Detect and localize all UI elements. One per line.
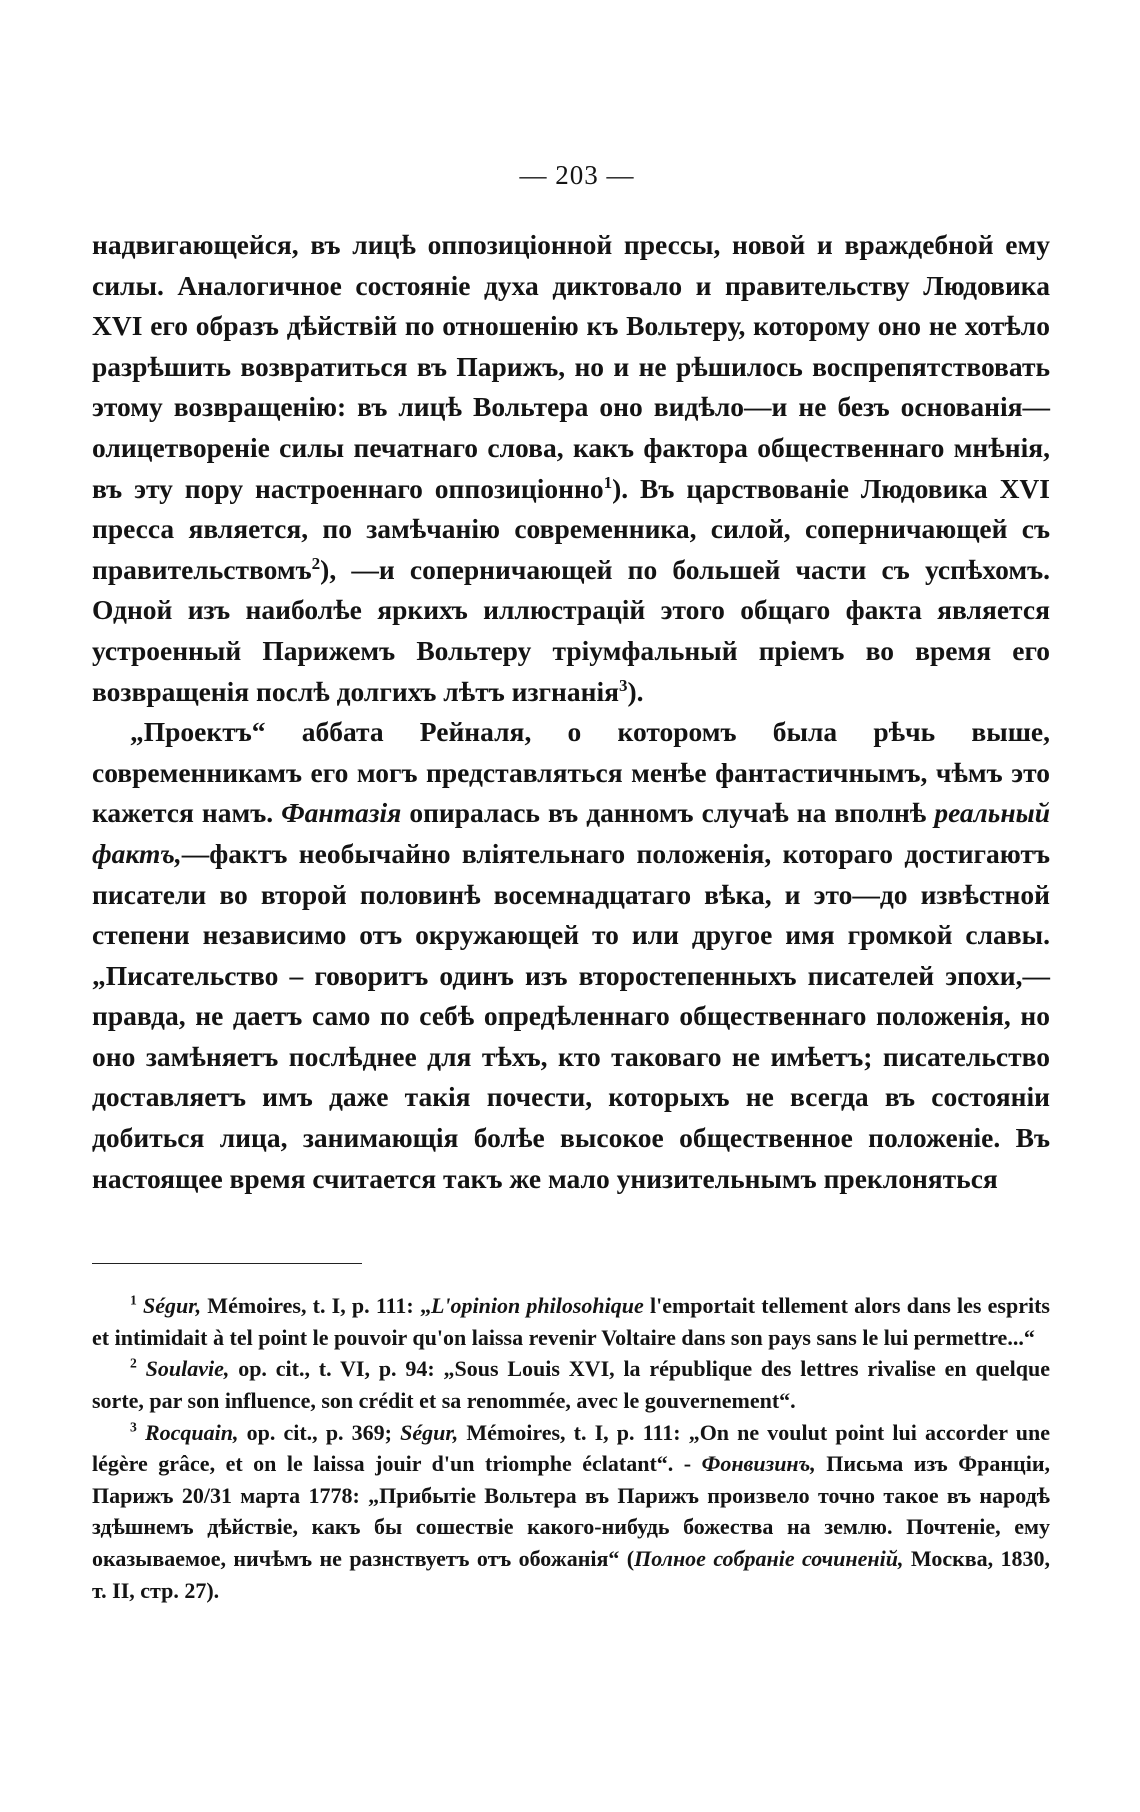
emphasis-fantasy: Фантазія [281, 797, 402, 829]
paragraph-1-text: ). [627, 675, 644, 707]
footnote-ref-2[interactable]: 2 [311, 553, 321, 573]
paragraph-2-text: „Проектъ“ аббата Рейналя, о которомъ была рѣчь выше, современникамъ его могъ представляться менѣе фантастичнымъ, чѣмъ это кажется намъ. [92, 716, 1050, 829]
body-text [92, 225, 1050, 1199]
footnote-2-author: Soulavie, [145, 1356, 230, 1382]
paragraph-1-text: ), —и соперничающей по большей части съ успѣхомъ. Одной изъ наиболѣе яркихъ иллюстрацій этого общаго факта является устроенный Парижемъ Вольтеру тріумфальный пріемъ во время его возвращенія послѣ долгихъ лѣтъ изгнанія [92, 553, 1050, 707]
footnote-1 [92, 1290, 1050, 1353]
footnote-2-text: op. cit., t. VI, p. 94: „Sous Louis XVI, la république des lettres rivalise en quelque sorte, par son influence, son crédit et sa renommée, avec le gouvernement“. [92, 1356, 1050, 1414]
footnote-3-text: Письма изъ Франціи, Парижъ 20/31 марта 1778: „Прибытіе Вольтера въ Парижъ произвело точно такое въ народѣ здѣшнемъ дѣйствіе, какъ бы сошествіе какого-нибудь божества на землю. Почтеніе, ему оказываемое, ничѣмъ не разнствуетъ отъ обожанія“ ( [92, 1451, 1050, 1571]
footnote-3 [92, 1417, 1050, 1607]
footnote-1-text: l'emportait tellement alors dans les esprits et intimidait à tel point le pouvoir qu'on laissa revenir Voltaire dans son pays sans le lui permettre...“ [92, 1293, 1050, 1350]
book-page [92, 160, 1050, 1606]
paragraph-1-text: надвигающейся, въ лицѣ оппозиціонной прессы, новой и враждебной ему силы. Аналогичное состояніе духа диктовало и правительству Людовика XVI его образъ дѣйствій по отношенію къ Вольтеру, которому оно не хотѣло разрѣшить возвратиться въ Парижъ, но и не рѣшилось воспрепятствовать этому возвращенію: въ лицѣ Вольтера оно видѣло—и не безъ основанія—олицетвореніе силы печатнаго слова, какъ фактора общественнаго мнѣнія, въ эту пору настроеннаго оппозиціонно [92, 229, 1050, 504]
footnote-3-author-fonvizin: Фонвизинъ, [701, 1451, 816, 1477]
footnote-3-author-rocquain: Rocquain, [144, 1419, 239, 1445]
footnote-3-text: op. cit., p. 369; [238, 1419, 401, 1445]
footnote-2-text [137, 1356, 146, 1381]
footnote-3-text [137, 1420, 145, 1445]
footnote-ref-1[interactable]: 1 [603, 472, 613, 492]
footnote-3-text: Москва, 1830, т. II, стр. 27). [92, 1546, 1051, 1603]
footnote-3-author-segur: Ségur, [400, 1419, 459, 1445]
paragraph-2 [92, 712, 1050, 1199]
footnote-1-marker: 1 [130, 1292, 137, 1308]
emphasis-real-fact: реальный фактъ, [92, 797, 1051, 869]
footnote-1-author: Ségur, [143, 1293, 202, 1319]
paragraph-2-text: —фактъ необычайно вліятельнаго положенія, котораго достигаютъ писатели во второй половинѣ восемнадцатаго вѣка, и это—до извѣстной степени независимо отъ окружающей то или другое имя громкой славы. „Писательство – говоритъ одинъ изъ второстепенныхъ писателей эпохи,—правда, не даетъ само по себѣ опредѣленнаго общественнаго положенія, но оно замѣняетъ послѣднее для тѣхъ, кто таковаго не имѣетъ; писательство доставляетъ имъ даже такія почести, которыхъ не всегда въ состояніи добиться лица, занимающія болѣе высокое общественное положеніе. Въ настоящее время считается такъ же мало унизительнымъ преклоняться [92, 837, 1050, 1194]
footnote-1-quote-italic: L'opinion philosohique [430, 1293, 644, 1319]
footnote-ref-3[interactable]: 3 [619, 675, 628, 695]
paragraph-1-text: ). Въ царствованіе Людовика XVI пресса является, по замѣчанію современника, силой, соперничающей съ правительствомъ [92, 472, 1050, 585]
footnote-2-marker: 2 [130, 1356, 137, 1372]
footnote-divider [92, 1263, 362, 1264]
footnote-3-marker: 3 [130, 1419, 137, 1435]
footnote-1-text: Mémoires, t. I, p. 111: „ [201, 1293, 431, 1319]
paragraph-1 [92, 225, 1050, 712]
footnote-3-text: Mémoires, t. I, p. 111: „On ne voulut point lui accorder une légère grâce, et on le laissa jouir d'un triomphe éclatant“. - [92, 1419, 1051, 1477]
footnote-2 [92, 1353, 1050, 1416]
page-number: — 203 — [519, 160, 635, 190]
footnote-3-collected-works: Полное собраніе сочиненій, [634, 1546, 904, 1571]
paragraph-2-text: опиралась въ данномъ случаѣ на вполнѣ [401, 797, 935, 829]
footnotes [92, 1290, 1050, 1606]
